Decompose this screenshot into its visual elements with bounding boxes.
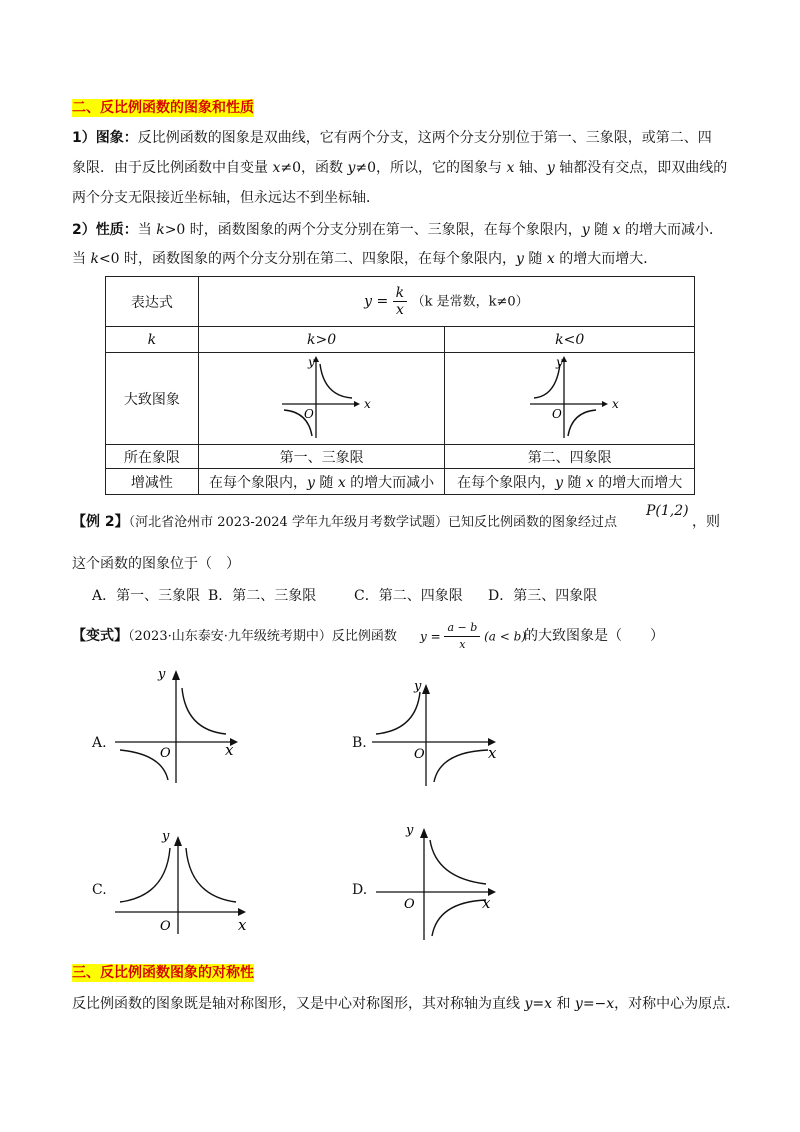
hyperbola-negative-graph <box>520 354 620 440</box>
example2-option-c[interactable]: C．第二、四象限 <box>354 588 463 604</box>
branch-q4 <box>432 900 486 936</box>
k-negative-cell: k<0 <box>445 327 695 353</box>
example2-line1: 【例 2】（河北省沧州市 2023-2024 学年九年级月考数学试题）已知反比例函数的图象经过点 <box>72 514 617 530</box>
x-axis-arrow <box>238 908 246 916</box>
y-axis-label: y <box>414 679 422 694</box>
table-row-expression <box>106 277 695 327</box>
quadrant-positive-cell: 第一、三象限 <box>198 445 445 469</box>
origin-label: O <box>160 919 171 934</box>
table-row-k <box>106 327 695 353</box>
monotonicity-negative-cell: 在每个象限内，y 随 x 的增大而增大 <box>445 469 695 495</box>
example2-option-d[interactable]: D．第三、四象限 <box>488 588 598 604</box>
choice-d-graph[interactable] <box>372 818 512 943</box>
y-axis-label: y <box>406 823 414 838</box>
expr-fraction: $\frac{k}{x}$ <box>393 285 407 318</box>
origin-label: O <box>160 746 171 761</box>
branch-q1 <box>186 848 236 902</box>
table-row-quadrant <box>106 445 695 469</box>
paragraph-image-line2: 象限．由于反比例函数中自变量 x≠0，函数 y≠0，所以，它的图象与 x 轴、y 轴都没有交点，即双曲线的 <box>72 160 728 176</box>
row-label-monotonicity: 增减性 <box>106 469 199 495</box>
branch-q2 <box>376 692 420 734</box>
y-axis-arrow <box>420 828 428 838</box>
y-axis-arrow <box>172 670 180 680</box>
choice-c-graph[interactable] <box>110 826 255 936</box>
paragraph-property-line1: 2）性质：当 k>0 时，函数图象的两个分支分别在第一、三象限，在每个象限内，y 随 x 的增大而减小． <box>72 222 723 238</box>
y-axis-label: y <box>162 829 170 844</box>
x-axis-arrow <box>602 401 608 407</box>
origin-label: O <box>551 406 562 421</box>
branch-q1 <box>182 688 226 734</box>
x-axis-label: x <box>611 396 619 411</box>
y-axis-arrow <box>174 836 182 846</box>
choice-a-label[interactable]: A. <box>92 735 107 751</box>
branch-q1 <box>320 364 352 398</box>
row-label-expression: 表达式 <box>106 277 199 327</box>
branch-q2 <box>120 848 170 902</box>
origin-label: O <box>414 747 425 762</box>
row-label-graph: 大致图象 <box>106 353 199 445</box>
example2-tail: ，则 <box>692 514 720 530</box>
hyperbola-positive-graph <box>272 354 372 440</box>
variant-line: 【变式】（2023·山东泰安·九年级统考期中）反比例函数 <box>72 628 397 644</box>
variant-formula: y = $\frac{a - b}{x}$ (a < b) <box>420 621 527 651</box>
paragraph-image-line1: 1）图象：反比例函数的图象是双曲线，它有两个分支，这两个分支分别位于第一、三象限，或第二、四 <box>72 130 712 146</box>
variant-tail: 的大致图象是（ ） <box>524 628 664 644</box>
choice-b-label[interactable]: B. <box>352 735 367 751</box>
row-label-quadrant: 所在象限 <box>106 445 199 469</box>
section-heading-3: 三、反比例函数图象的对称性 <box>72 965 254 981</box>
properties-table <box>105 276 695 495</box>
section-heading-2: 二、反比例函数的图象和性质 <box>72 100 254 116</box>
origin-label: O <box>303 406 314 421</box>
choice-d-label[interactable]: D. <box>352 882 368 898</box>
example2-option-b[interactable]: B．第二、三象限 <box>208 588 317 604</box>
branch-q2 <box>534 364 560 398</box>
monotonicity-positive-cell: 在每个象限内，y 随 x 的增大而减小 <box>198 469 445 495</box>
branch-q4 <box>434 750 488 782</box>
y-axis-arrow <box>422 684 430 694</box>
branch-q4 <box>568 410 596 436</box>
branch-q1 <box>430 840 486 884</box>
example2-point: P(1,2) <box>646 503 689 519</box>
x-axis-label: x <box>488 744 497 762</box>
y-axis-label: y <box>158 667 166 682</box>
table-row-graph <box>106 353 695 445</box>
expr-lhs: y = <box>364 293 389 310</box>
paragraph-image-line3: 两个分支无限接近坐标轴，但永远达不到坐标轴． <box>72 190 380 206</box>
choice-c-label[interactable]: C. <box>92 882 107 898</box>
x-axis-label: x <box>363 396 371 411</box>
paragraph-property-line2: 当 k<0 时，函数图象的两个分支分别在第二、四象限，在每个象限内，y 随 x 的增大而增大． <box>72 251 658 267</box>
graph-negative-cell <box>445 353 695 445</box>
choice-b-graph[interactable] <box>370 678 510 788</box>
quadrant-negative-cell: 第二、四象限 <box>445 445 695 469</box>
x-axis-label: x <box>238 916 247 934</box>
table-row-monotonicity <box>106 469 695 495</box>
symmetry-paragraph: 反比例函数的图象既是轴对称图形，又是中心对称图形，其对称轴为直线 y=x 和 y=−x，对称中心为原点． <box>72 996 741 1012</box>
example2-option-a[interactable]: A．第一、三象限 <box>92 588 201 604</box>
y-axis-label: y <box>555 354 563 369</box>
row-label-k: k <box>106 327 199 353</box>
x-axis-arrow <box>354 401 360 407</box>
expr-note: （k 是常数，k≠0） <box>411 294 529 310</box>
example2-line2: 这个函数的图象位于（ ） <box>72 556 240 572</box>
y-axis-label: y <box>307 354 315 369</box>
origin-label: O <box>404 897 415 912</box>
x-axis-label: x <box>225 741 234 759</box>
choice-a-graph[interactable] <box>110 660 250 785</box>
k-positive-cell: k>0 <box>198 327 445 353</box>
x-axis-label: x <box>482 894 491 912</box>
graph-positive-cell <box>198 353 445 445</box>
expression-cell <box>198 277 694 327</box>
